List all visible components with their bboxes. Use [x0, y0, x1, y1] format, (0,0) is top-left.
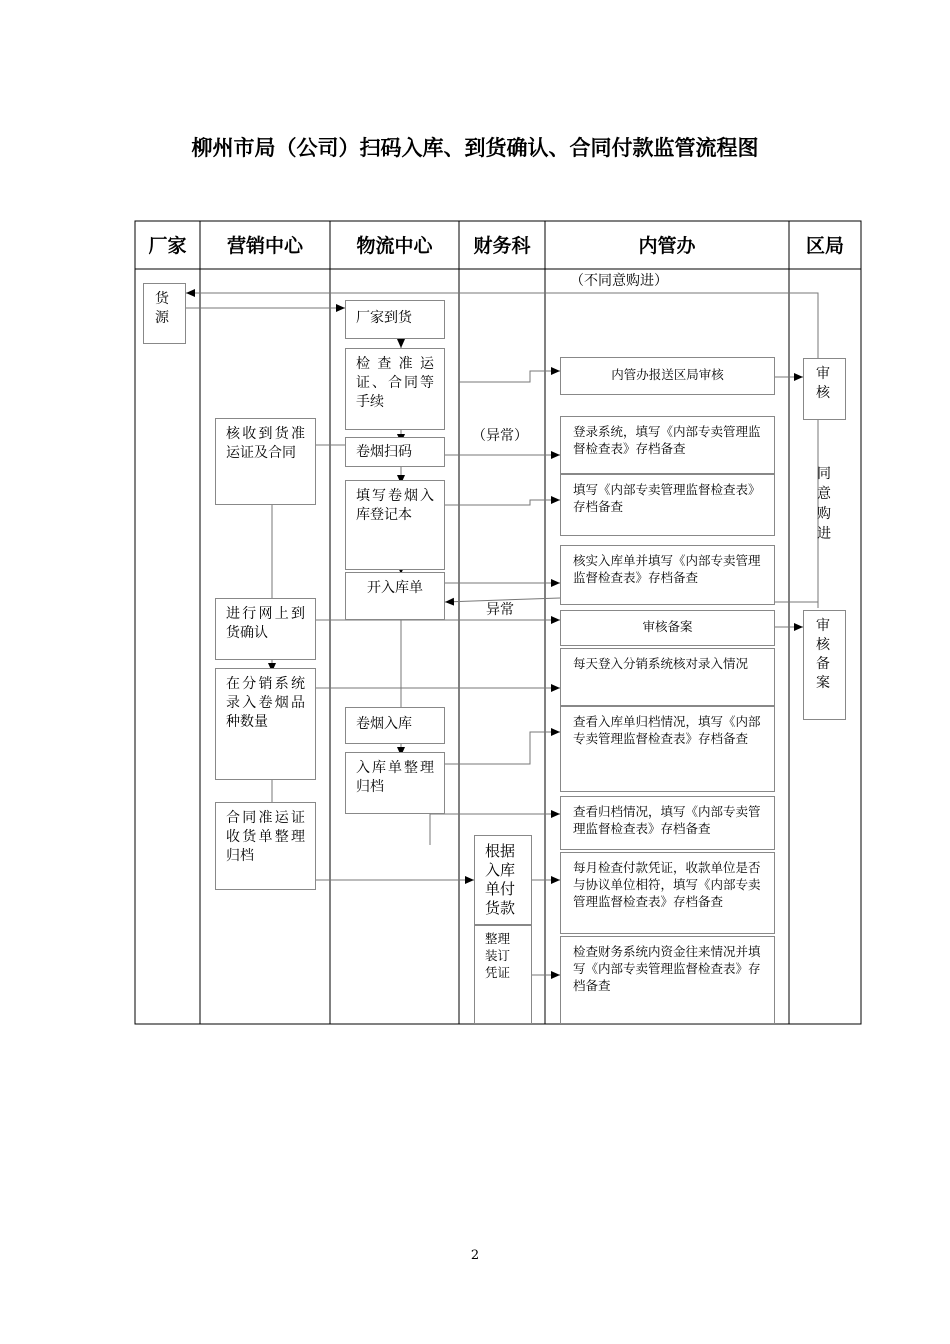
- archive-receipt-box: 入库单整理归档: [345, 752, 445, 814]
- pay-box: 根据入库单付货款: [474, 835, 532, 925]
- report-box: 内管办报送区局审核: [560, 357, 775, 395]
- login-fill-box: 登录系统，填写《内部专卖管理监督检查表》存档备查: [560, 416, 775, 474]
- fill-form-box: 填写《内部专卖管理监督检查表》存档备查: [560, 474, 775, 536]
- receipt-box: 开入库单: [345, 572, 445, 620]
- arrival-box: 厂家到货: [345, 300, 445, 339]
- check-docs-box: 检查准运证、合同等手续: [345, 348, 445, 430]
- lane-header-marketing: 营销中心: [226, 235, 303, 257]
- abnormal-label: 异常: [486, 602, 514, 618]
- check-archive-box: 查看归档情况，填写《内部专卖管理监督检查表》存档备查: [560, 796, 775, 850]
- online-confirm-box: 进行网上到货确认: [215, 598, 316, 660]
- lane-header-finance: 财务科: [473, 235, 531, 257]
- verify-receipt-box: 核实入库单并填写《内部专卖管理监督检查表》存档备查: [560, 545, 775, 605]
- enter-system-box: 在分销系统录入卷烟品种数量: [215, 668, 316, 780]
- lane-header-district: 区局: [805, 235, 844, 257]
- lane-header-factory: 厂家: [148, 235, 187, 257]
- source-box: 货源: [143, 283, 186, 344]
- archive-contract-box: 合同准运证收货单整理归档: [215, 802, 316, 890]
- monthly-check-box: 每月检查付款凭证，收款单位是否与协议单位相符，填写《内部专卖管理监督检查表》存档备查: [560, 852, 775, 934]
- review-file-box: 审核备案: [560, 610, 775, 646]
- abnormal-paren-label: （异常）: [472, 428, 528, 444]
- lane-header-internal: 内管办: [638, 235, 696, 257]
- check-archive-receipt-box: 查看入库单归档情况，填写《内部专卖管理监督检查表》存档备查: [560, 706, 775, 792]
- scan-box: 卷烟扫码: [345, 437, 445, 467]
- district-review-file-box: 审核备案: [803, 610, 846, 720]
- bind-box: 整理装订凭证: [474, 925, 532, 1024]
- check-permit-box: 核收到货准运证及合同: [215, 418, 316, 505]
- register-box: 填写卷烟入库登记本: [345, 480, 445, 570]
- disagree-label: （不同意购进）: [570, 273, 668, 289]
- district-review-box: 审核: [803, 358, 846, 420]
- lane-header-logistics: 物流中心: [356, 235, 433, 257]
- agree-label: 同意购进: [817, 466, 831, 542]
- page-title: 柳州市局（公司）扫码入库、到货确认、合同付款监管流程图: [191, 136, 759, 160]
- page-number: 2: [470, 1248, 480, 1263]
- daily-check-box: 每天登入分销系统核对录入情况: [560, 648, 775, 706]
- check-finance-box: 检查财务系统内资金往来情况并填写《内部专卖管理监督检查表》存档备查: [560, 936, 775, 1024]
- stock-in-box: 卷烟入库: [345, 707, 445, 744]
